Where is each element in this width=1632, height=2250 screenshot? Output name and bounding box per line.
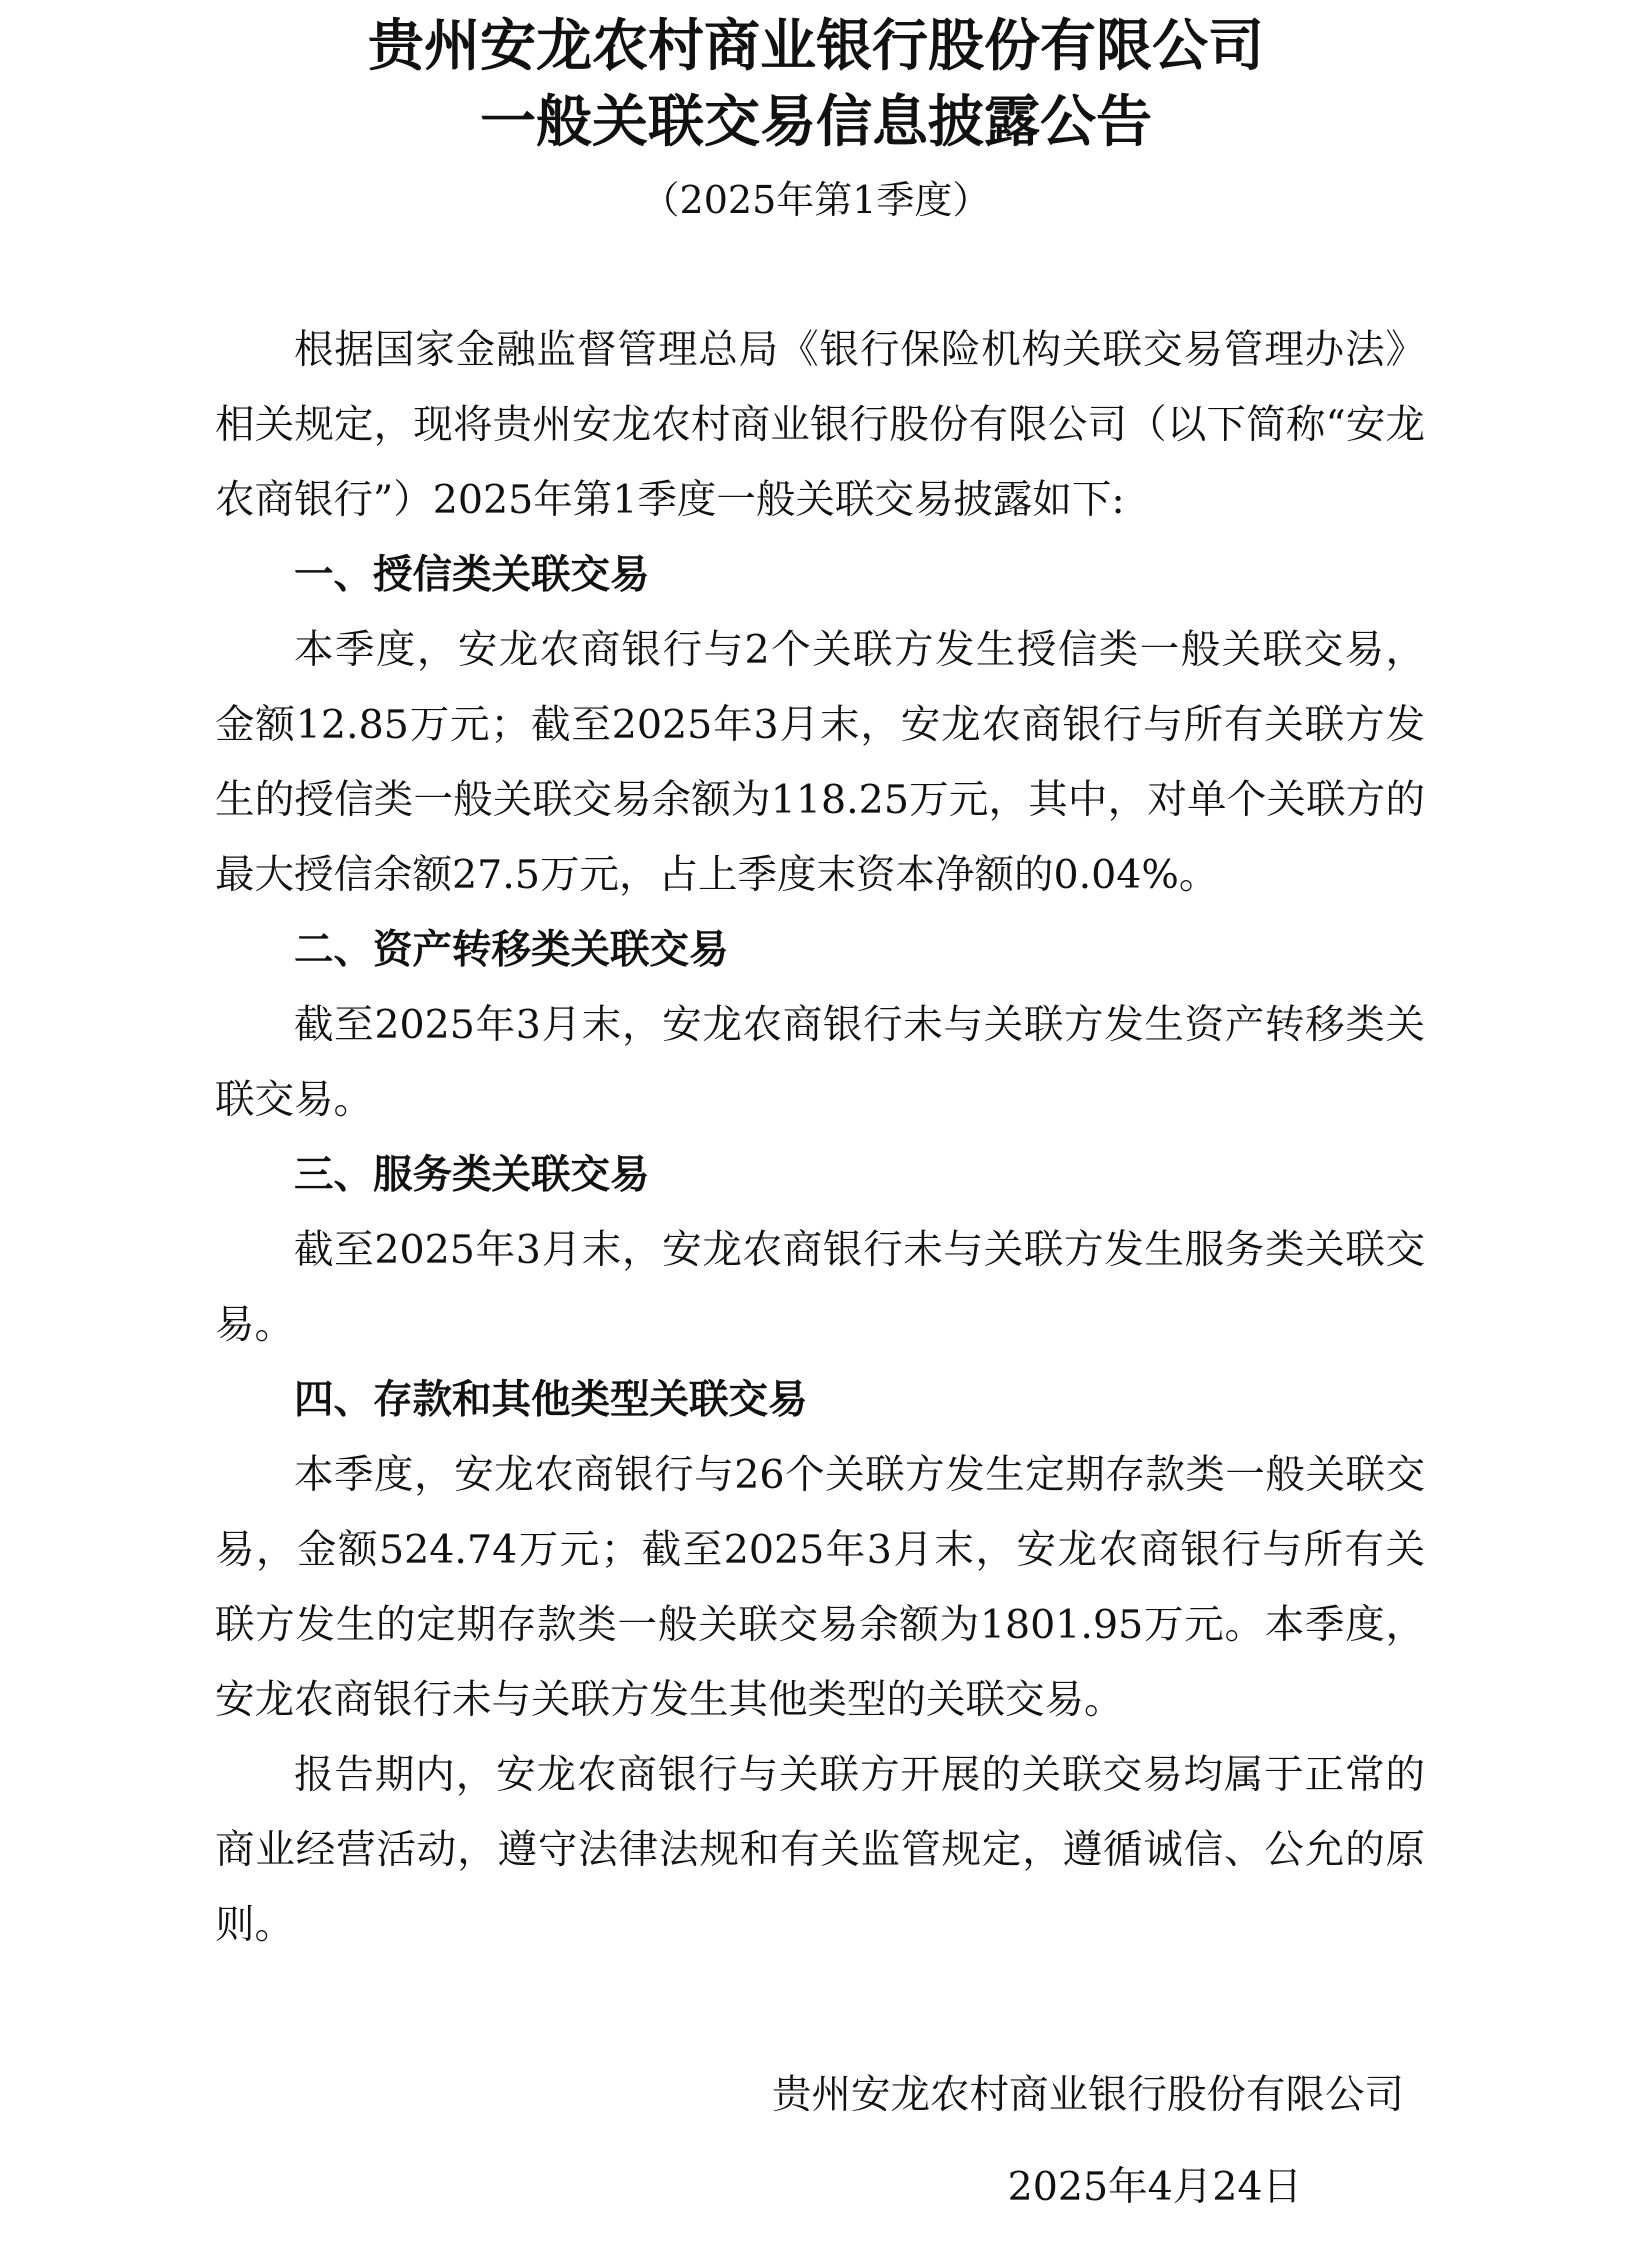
section-heading-deposit-other: 四、存款和其他类型关联交易 xyxy=(294,1377,808,1423)
closing-paragraph: 报告期内，安龙农商银行与关联方开展的关联交易均属于正常的商业经营活动，遵守法律法规和有关监管规定，遵循诚信、公允的原则。 xyxy=(215,1752,1425,1948)
section-heading-asset-transfer: 二、资产转移类关联交易 xyxy=(294,927,729,973)
document-body xyxy=(215,313,1425,1963)
document-title-line1: 贵州安龙农村商业银行股份有限公司 xyxy=(368,14,1264,79)
signature-org: 贵州安龙农村商业银行股份有限公司 xyxy=(772,2072,1404,2118)
section-heading-credit: 一、授信类关联交易 xyxy=(294,552,650,598)
section-paragraph-service: 截至2025年3月末，安龙农商银行未与关联方发生服务类关联交易。 xyxy=(215,1227,1425,1348)
section-paragraph-credit: 本季度，安龙农商银行与2个关联方发生授信类一般关联交易，金额12.85万元；截至2025年3月末，安龙农商银行与所有关联方发生的授信类一般关联交易余额为118.25万元，其中，对单个关联方的最大授信余额27.5万元，占上季度末资本净额的0.04%。 xyxy=(215,627,1425,898)
signature-date: 2025年4月24日 xyxy=(1007,2164,1302,2210)
intro-paragraph: 根据国家金融监督管理总局《银行保险机构关联交易管理办法》相关规定，现将贵州安龙农村商业银行股份有限公司（以下简称“安龙农商银行”）2025年第1季度一般关联交易披露如下: xyxy=(215,327,1425,523)
document-title-line2: 一般关联交易信息披露公告 xyxy=(480,90,1152,155)
document-subtitle: （2025年第1季度） xyxy=(641,178,991,222)
section-heading-service: 三、服务类关联交易 xyxy=(294,1152,650,1198)
section-paragraph-deposit-other: 本季度，安龙农商银行与26个关联方发生定期存款类一般关联交易，金额524.74万元；截至2025年3月末，安龙农商银行与所有关联方发生的定期存款类一般关联交易余额为1801.95万元。本季度，安龙农商银行未与关联方发生其他类型的关联交易。 xyxy=(215,1452,1425,1723)
section-paragraph-asset-transfer: 截至2025年3月末，安龙农商银行未与关联方发生资产转移类关联交易。 xyxy=(215,1002,1425,1123)
